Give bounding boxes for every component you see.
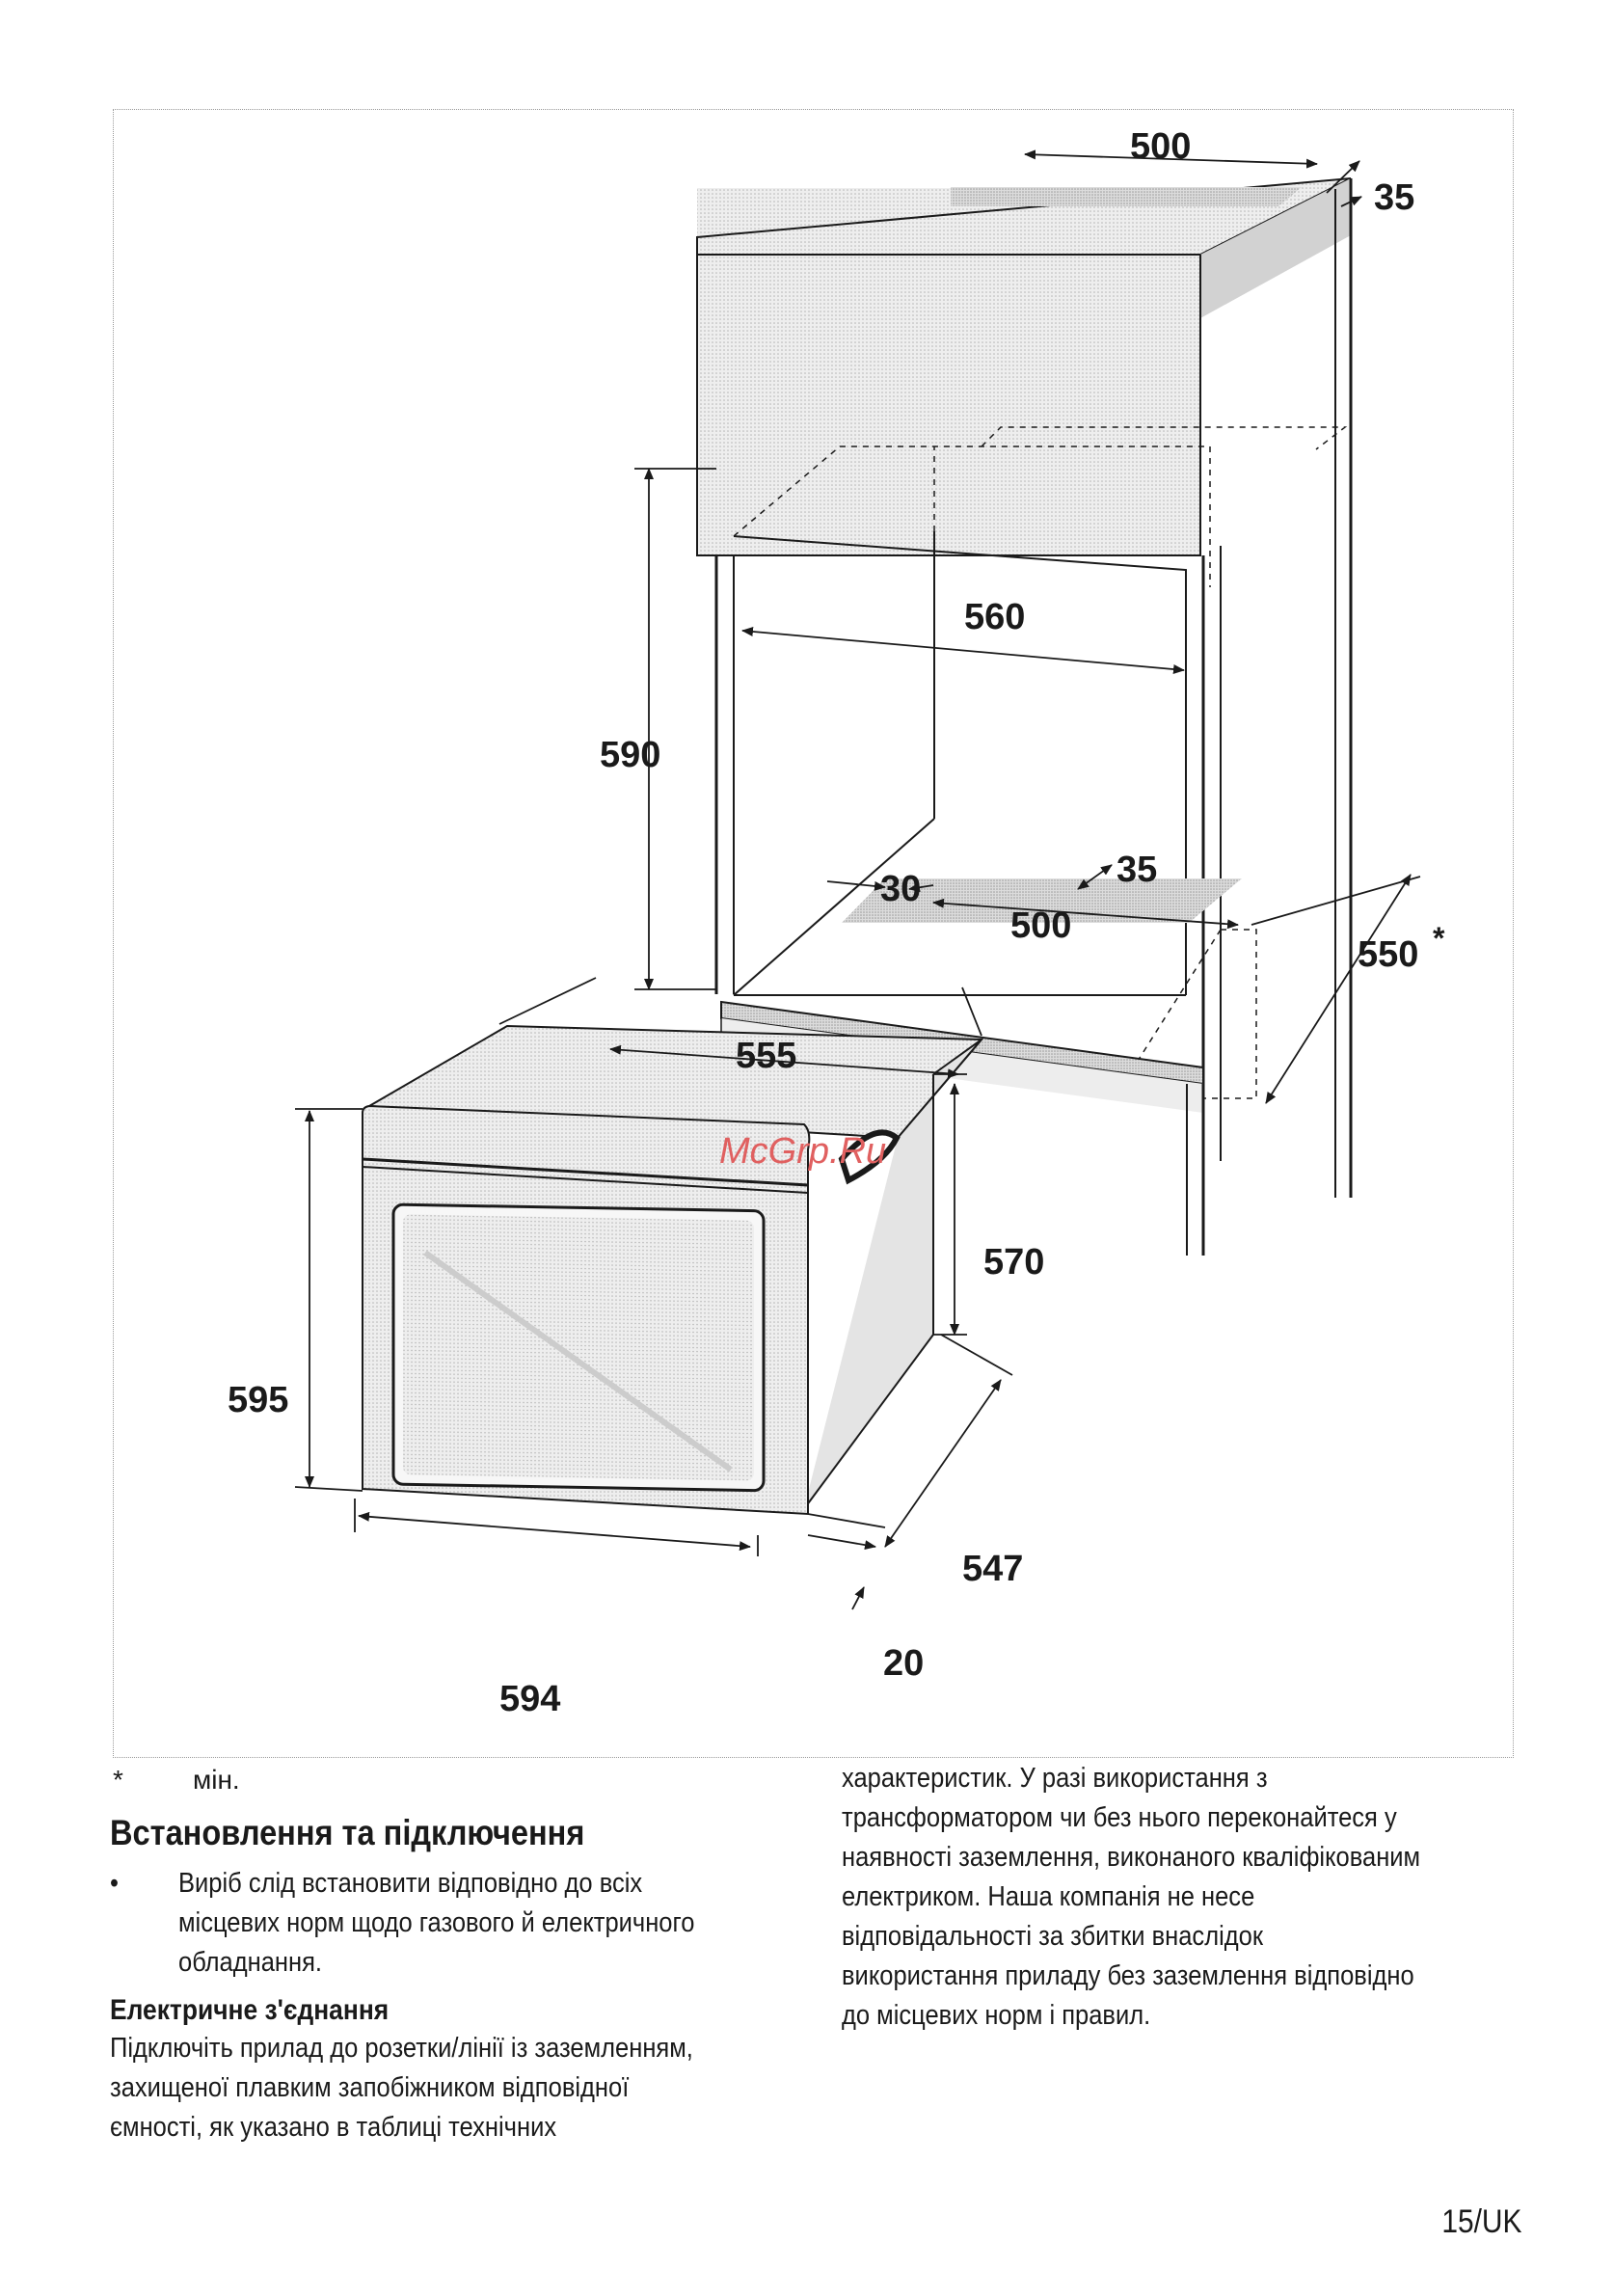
dim-oven-front-width: 594 [499, 1679, 561, 1719]
paragraph-line: трансформатором чи без нього переконайтеся у [842, 1802, 1397, 1833]
dim-oven-front-depth: 20 [883, 1643, 925, 1684]
bullet-line: обладнання. [178, 1947, 323, 1978]
dim-bottom-depth: 35 [1116, 850, 1158, 890]
dim-oven-front-height: 595 [228, 1380, 289, 1420]
subsection-title: Електричне з'єднання [110, 1994, 390, 2026]
dim-bottom-gap: 30 [880, 869, 922, 909]
paragraph-line: характеристик. У разі використання з [842, 1763, 1268, 1794]
bullet-line: місцевих норм щодо газового й електричного [178, 1907, 695, 1938]
dim-niche-width: 560 [964, 597, 1026, 637]
dim-top-width: 500 [1130, 126, 1192, 167]
paragraph-line: наявності заземлення, виконаного кваліфікованим [842, 1842, 1421, 1873]
bullet-mark: • [110, 1868, 119, 1899]
footnote-text: мін. [193, 1765, 240, 1795]
paragraph-line: до місцевих норм і правил. [842, 2000, 1151, 2031]
paragraph-line: захищеної плавким запобіжником відповідної [110, 2072, 630, 2103]
installation-drawing [114, 110, 1515, 1759]
paragraph-line: Підключіть прилад до розетки/лінії із заземленням, [110, 2033, 693, 2064]
section-title: Встановлення та підключення [110, 1813, 585, 1852]
left-paragraph [110, 2029, 693, 2147]
dim-bottom-width: 500 [1010, 905, 1072, 946]
dim-oven-top-width: 555 [736, 1036, 797, 1076]
footnote-mark: * [113, 1765, 123, 1795]
paragraph-line: електриком. Наша компанія не несе [842, 1881, 1255, 1912]
bullet-line: Виріб слід встановити відповідно до всіх [178, 1868, 643, 1899]
dim-top-depth: 35 [1374, 177, 1415, 218]
dim-oven-depth: 547 [962, 1549, 1024, 1589]
paragraph-line: відповідальності за збитки внаслідок [842, 1921, 1264, 1952]
right-paragraph [842, 1759, 1420, 2036]
paragraph-line: ємності, як указано в таблиці технічних [110, 2112, 557, 2143]
dim-niche-depth: 550 [1358, 934, 1419, 975]
dim-niche-height: 590 [600, 735, 661, 775]
dim-oven-height: 570 [983, 1242, 1045, 1283]
paragraph-line: використання приладу без заземлення відповідно [842, 1960, 1414, 1991]
oven [363, 1026, 982, 1514]
dim-niche-depth-star: * [1433, 921, 1445, 956]
installation-diagram [113, 109, 1514, 1758]
page-number: 15/UK [1440, 2203, 1521, 2240]
bullet-paragraph [178, 1864, 694, 1983]
watermark: McGrp.Ru [719, 1131, 887, 1172]
